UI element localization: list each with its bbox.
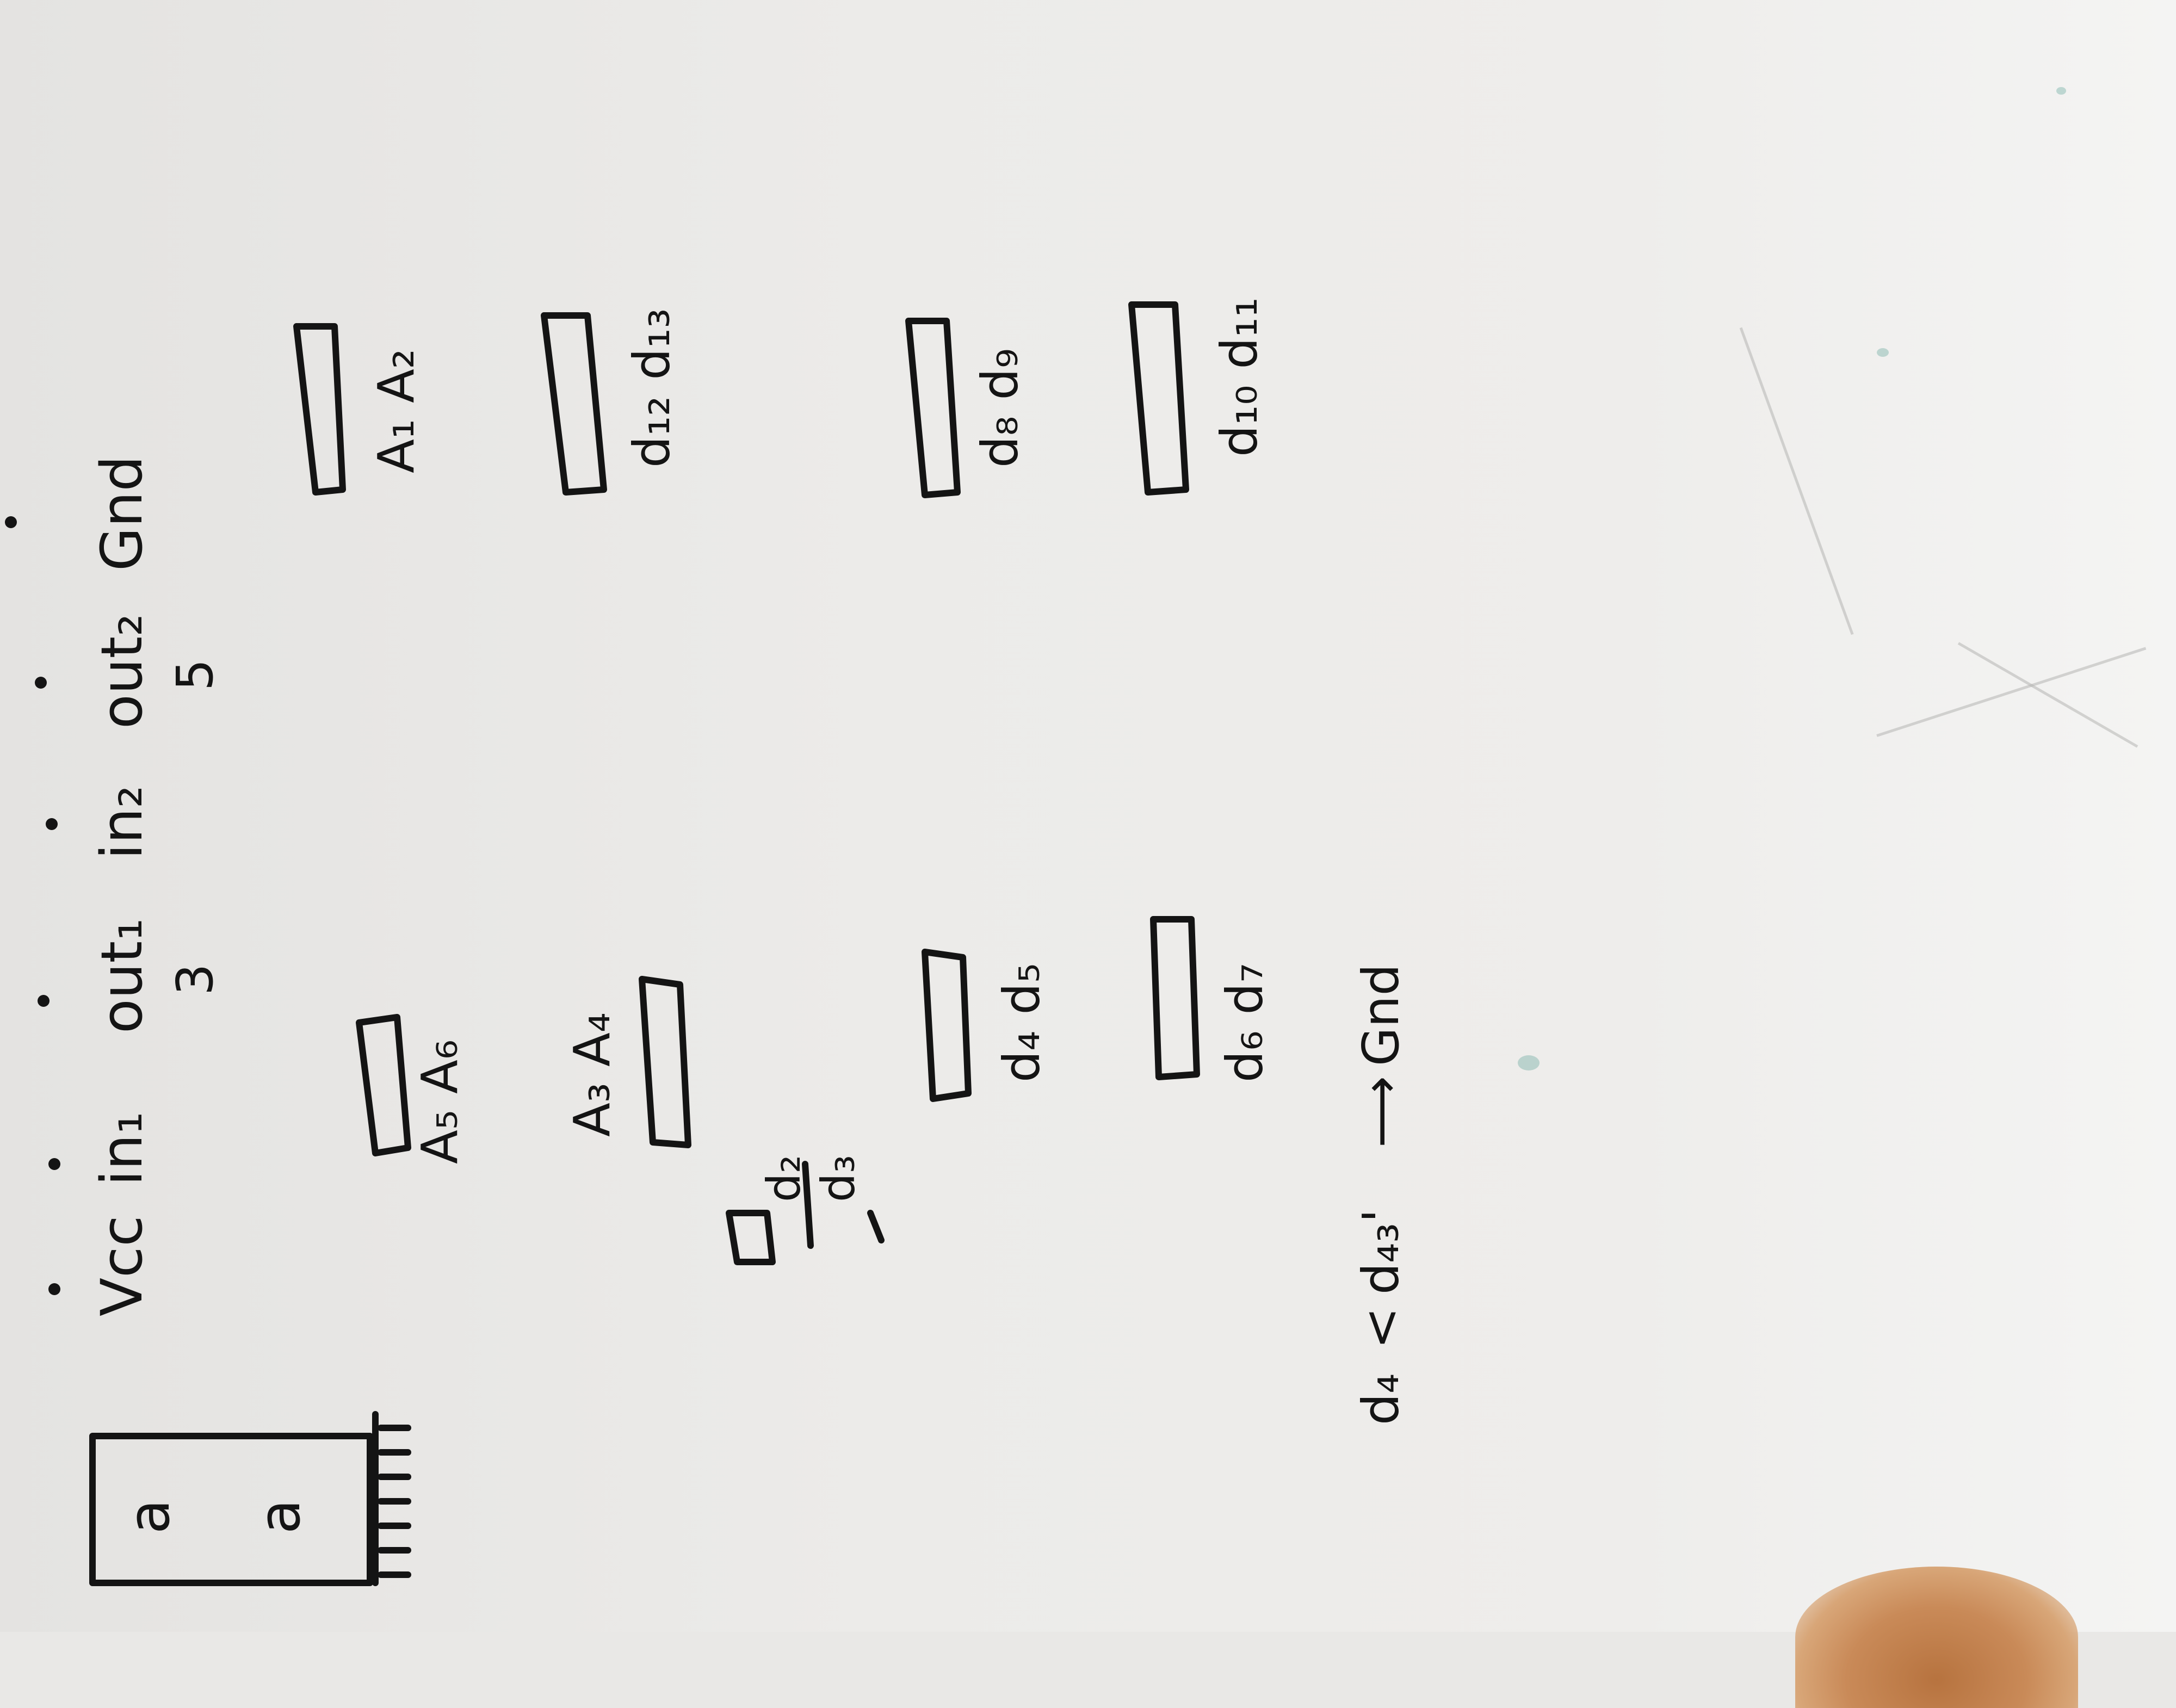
component-d12-d13	[544, 308, 681, 492]
pin-dot-gnd	[5, 516, 17, 528]
component-box	[544, 315, 604, 492]
component-box	[296, 326, 343, 492]
formula	[1352, 964, 1410, 1425]
component-box	[642, 979, 688, 1145]
component-box	[359, 1017, 408, 1153]
chip-drawing	[92, 1414, 408, 1583]
component-d4-d5	[925, 952, 1051, 1099]
component-a1-a2	[296, 326, 425, 492]
pin-number-out1: 3	[166, 963, 224, 995]
component-label-a5-a6: A₅ A₆	[411, 1039, 469, 1164]
component-label-d8-d9: d₈ d₉	[971, 348, 1029, 468]
chip-letter-bottom: a	[246, 1499, 313, 1534]
component-box	[729, 1213, 772, 1262]
component-d10-d11	[1132, 297, 1269, 492]
component-label-d4-d5: d₄ d₅	[993, 963, 1051, 1082]
pin-label-in1: in₁	[89, 1111, 155, 1186]
component-label-d10-d11: d₁₀ d₁₁	[1210, 297, 1269, 457]
pin-label-group	[5, 455, 224, 1316]
component-box	[1153, 919, 1197, 1077]
component-d8-d9	[908, 321, 1029, 495]
component-label-d2: d₂	[757, 1155, 811, 1202]
component-label-d12-d13: d₁₂ d₁₃	[623, 308, 681, 468]
component-a5-a6	[359, 1017, 469, 1164]
component-label-d3: d₃	[812, 1155, 865, 1202]
pin-dot-in1	[48, 1158, 60, 1170]
component-label-a1-a2: A₁ A₂	[367, 349, 425, 473]
pin-label-gnd: Gnd	[89, 455, 155, 571]
formula-rhs: d₄₃'	[1352, 1209, 1410, 1295]
component-box	[1132, 305, 1186, 492]
component-d2-d3	[729, 1155, 881, 1262]
component-box	[908, 321, 957, 495]
pin-label-out1: out₁	[89, 918, 155, 1034]
pin-dot-out2	[35, 677, 47, 689]
component-label-a3-a4: A₃ A₄	[563, 1012, 621, 1137]
component-a3-a4	[563, 979, 688, 1145]
pin-label-vcc: Vcc	[89, 1215, 155, 1316]
thumb	[1795, 1567, 2078, 1708]
pin-label-in2: in₂	[89, 785, 155, 859]
component-d6-d7	[1153, 919, 1274, 1082]
pin-dot-vcc	[48, 1283, 60, 1295]
component-box	[925, 952, 968, 1099]
formula-lhs: d₄	[1352, 1373, 1410, 1425]
pin-number-out2: 5	[166, 659, 224, 691]
pin-label-out2: out₂	[89, 613, 155, 729]
pin-dot-in2	[46, 818, 58, 830]
chip-pins	[381, 1428, 408, 1575]
pin-dot-out1	[38, 995, 50, 1007]
component-edge	[870, 1213, 881, 1240]
component-label-d6-d7: d₆ d₇	[1216, 963, 1274, 1082]
chip-letter-top: a	[116, 1499, 182, 1534]
formula-operator: <	[1352, 1307, 1410, 1349]
formula-result: Gnd	[1352, 964, 1410, 1066]
formula-arrow: ⟶	[1352, 1076, 1410, 1148]
